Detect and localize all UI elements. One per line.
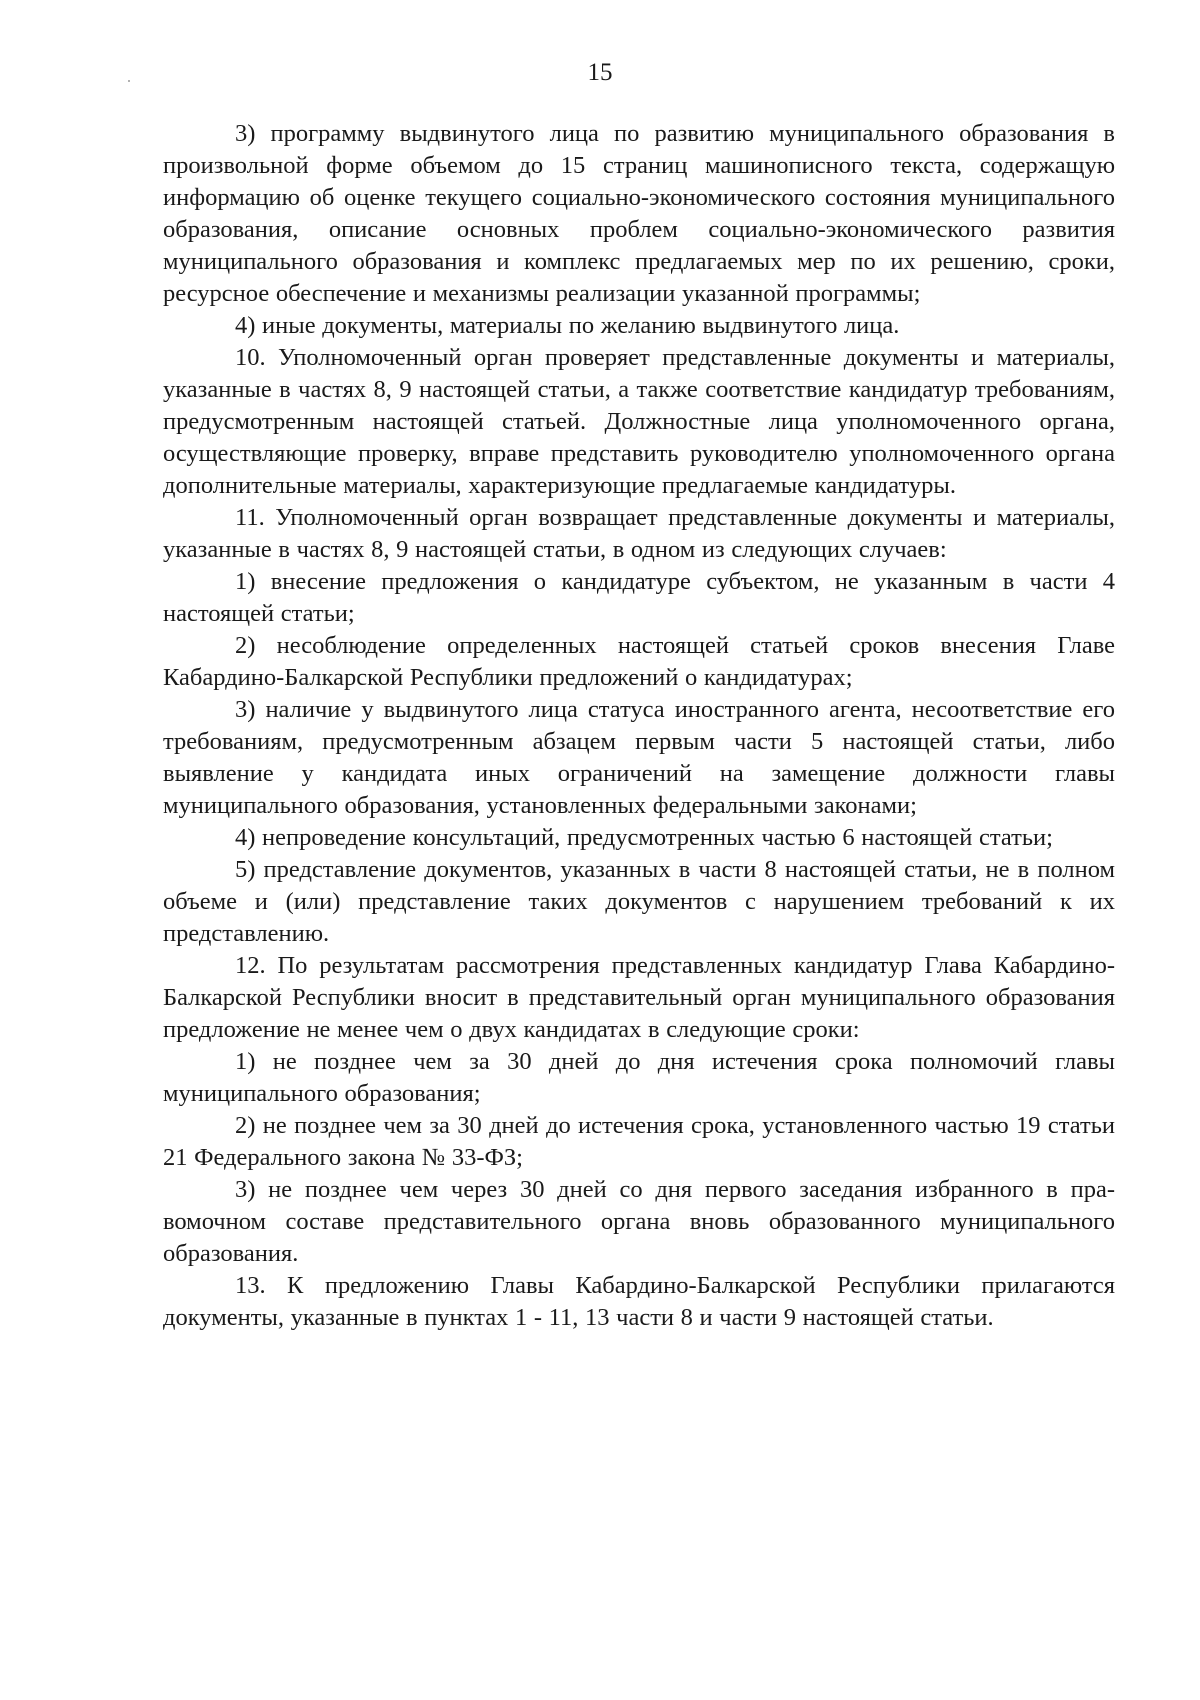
paragraph-part-11-item-5: 5) представление документов, указанных в части 8 настоящей статьи, не в полном объеме и (или) представление таких документов с нарушением требований к их представлению. — [163, 856, 1115, 947]
paragraph-part-11: 11. Уполномоченный орган возвращает представленные документы и материалы, указанные в частях 8, 9 настоящей статьи, в одном из следующих случаев: — [163, 504, 1115, 563]
paragraph-part-12-item-1: 1) не позднее чем за 30 дней до дня истечения срока полномочий главы муниципального образования; — [163, 1048, 1115, 1107]
paragraph-part-12-item-3: 3) не позднее чем через 30 дней со дня первого заседания избранного в правомочном составе представительного органа вновь образованного муниципального образования. — [163, 1176, 1115, 1267]
page-number: 15 — [587, 59, 613, 86]
paragraph-part-11-item-4: 4) непроведение консультаций, предусмотренных частью 6 настоящей статьи; — [235, 824, 1053, 851]
paragraph-part-13: 13. К предложению Главы Кабардино-Балкарской Республики прилагаются документы, указанные в пунктах 1 - 11, 13 части 8 и части 9 настоящей статьи. — [163, 1272, 1115, 1331]
paragraph-part-11-item-1: 1) внесение предложения о кандидатуре субъектом, не указанным в части 4 настоящей статьи; — [163, 568, 1115, 627]
paragraph-part-11-item-2: 2) несоблюдение определенных настоящей статьей сроков внесения Главе Кабардино-Балкарской Республики предложений о кандидатурах; — [163, 632, 1115, 691]
paragraph-item-3-program: 3) программу выдвинутого лица по развитию муниципального образования в произвольной форме объемом до 15 страниц машинописного текста, содержащую информацию об оценке текущего социально-экономического состояния муниципального образования, описание основных проблем социально-экономического развития муниципального образования и комплекс предлагаемых мер по их решению, сроки, ресурсное обеспечение и механизмы реализации указанной программы; — [163, 120, 1115, 307]
paragraph-part-12-item-2: 2) не позднее чем за 30 дней до истечения срока, установленного частью 19 статьи 21 Федерального закона № 33-ФЗ; — [163, 1112, 1115, 1171]
paragraph-part-12: 12. По результатам рассмотрения представленных кандидатур Глава Кабардино-Балкарской Республики вносит в представительный орган муниципального образования предложение не менее чем о двух кандидатах в следующие сроки: — [163, 952, 1115, 1043]
document-body — [163, 118, 1115, 1334]
paragraph-part-11-item-3: 3) наличие у выдвинутого лица статуса иностранного агента, несоответствие его требованиям, предусмотренным абзацем первым части 5 настоящей статьи, либо выявление у кандидата иных ограничений на замещение должности главы муниципального образования, установленных федеральными законами; — [163, 696, 1115, 819]
paragraph-part-10: 10. Уполномоченный орган проверяет представленные документы и материалы, указанные в частях 8, 9 настоящей статьи, а также соответствие кандидатур требованиям, предусмотренным настоящей статьей. Должностные лица уполномоченного органа, осуществляющие проверку, вправе представить руководителю уполномоченного органа дополнительные материалы, характеризующие предлагаемые кандидатуры. — [163, 344, 1115, 499]
paragraph-item-4-other-documents: 4) иные документы, материалы по желанию выдвинутого лица. — [235, 312, 900, 339]
